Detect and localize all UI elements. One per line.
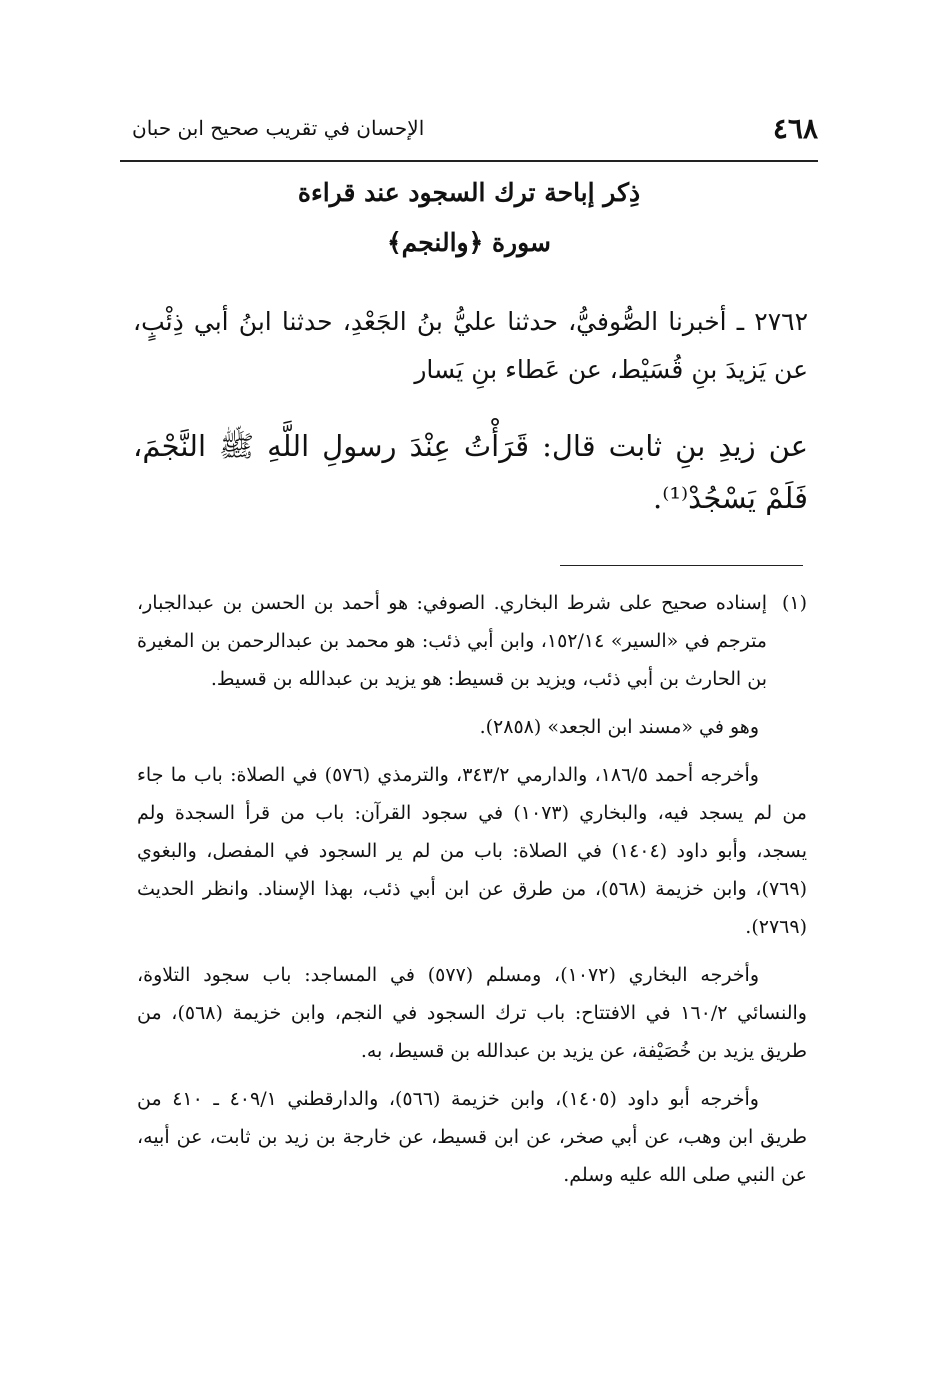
page-number: ٤٦٨ (772, 112, 818, 145)
chapter-heading-line-1: ذِكر إباحة ترك السجود عند قراءة (297, 178, 641, 207)
footnote-marker: (١) (781, 592, 807, 614)
running-title: الإحسان في تقريب صحيح ابن حبان (132, 116, 425, 140)
footnote-paragraph: وأخرجه أحمد ١٨٦/٥، والدارمي ٣٤٣/٢، والترمذي (٥٧٦) في الصلاة: باب ما جاء من لم يسجد فيه، والبخاري (١٠٧٣) في سجود القرآن: باب من قرأ السجدة ولم يسجد، وأبو داود (١٤٠٤) في الصلاة: باب من لم ير السجود في المفصل، والبغوي (٧٦٩)، وابن خزيمة (٥٦٨)، من طرق عن ابن أبي ذئب، بهذا الإسناد. وانظر الحديث (٢٧٦٩). (137, 764, 807, 938)
footnote-paragraph: وهو في «مسند ابن الجعد» (٢٨٥٨). (479, 716, 759, 738)
footnotes (137, 584, 807, 1204)
page-header (120, 108, 818, 148)
footnote-paragraph: وأخرجه أبو داود (١٤٠٥)، وابن خزيمة (٥٦٦)، والدارقطني ٤٠٩/١ ـ ٤١٠ من طريق ابن وهب، عن أبي صخر، عن ابن قسيط، عن خارجة بن زيد بن ثابت، عن أبيه، عن النبي صلى الله عليه وسلم. (137, 1088, 807, 1186)
footnote-1 (137, 584, 807, 698)
footnote-text: إسناده صحيح على شرط البخاري. الصوفي: هو أحمد بن الحسن بن عبدالجبار، مترجم في «السير» ١٥٢/١٤، وابن أبي ذئب: هو محمد بن عبدالرحمن بن المغيرة بن الحارث بن أبي ذئب، ويزيد بن قسيط: هو يزيد بن عبدالله بن قسيط. (137, 592, 767, 690)
chapter-heading-line-2: سورة ﴿والنجم﴾ (387, 228, 551, 257)
header-divider (120, 160, 818, 162)
footnote-paragraph: وأخرجه البخاري (١٠٧٢)، ومسلم (٥٧٧) في المساجد: باب سجود التلاوة، والنسائي ١٦٠/٢ في الافتتاح: باب ترك السجود في النجم، وابن خزيمة (٥٦٨)، من طريق يزيد بن خُصَيْفة، عن يزيد بن عبدالله بن قسيط، به. (137, 964, 807, 1062)
footnote-divider (560, 565, 803, 566)
hadith-matn: عن زيدِ بنِ ثابت قال: قَرَأْتُ عِنْدَ رسولِ اللَّهِ ﷺ النَّجْمَ، فَلَمْ يَسْجُدْ⁽¹⁾. (133, 429, 808, 515)
hadith-isnad: ٢٧٦٢ ـ أخبرنا الصُّوفيُّ، حدثنا عليُّ بنُ الجَعْدِ، حدثنا ابنُ أبي ذِئْبٍ، عن يَزيدَ بنِ قُسَيْط، عن عَطاء بنِ يَسار (133, 307, 808, 384)
